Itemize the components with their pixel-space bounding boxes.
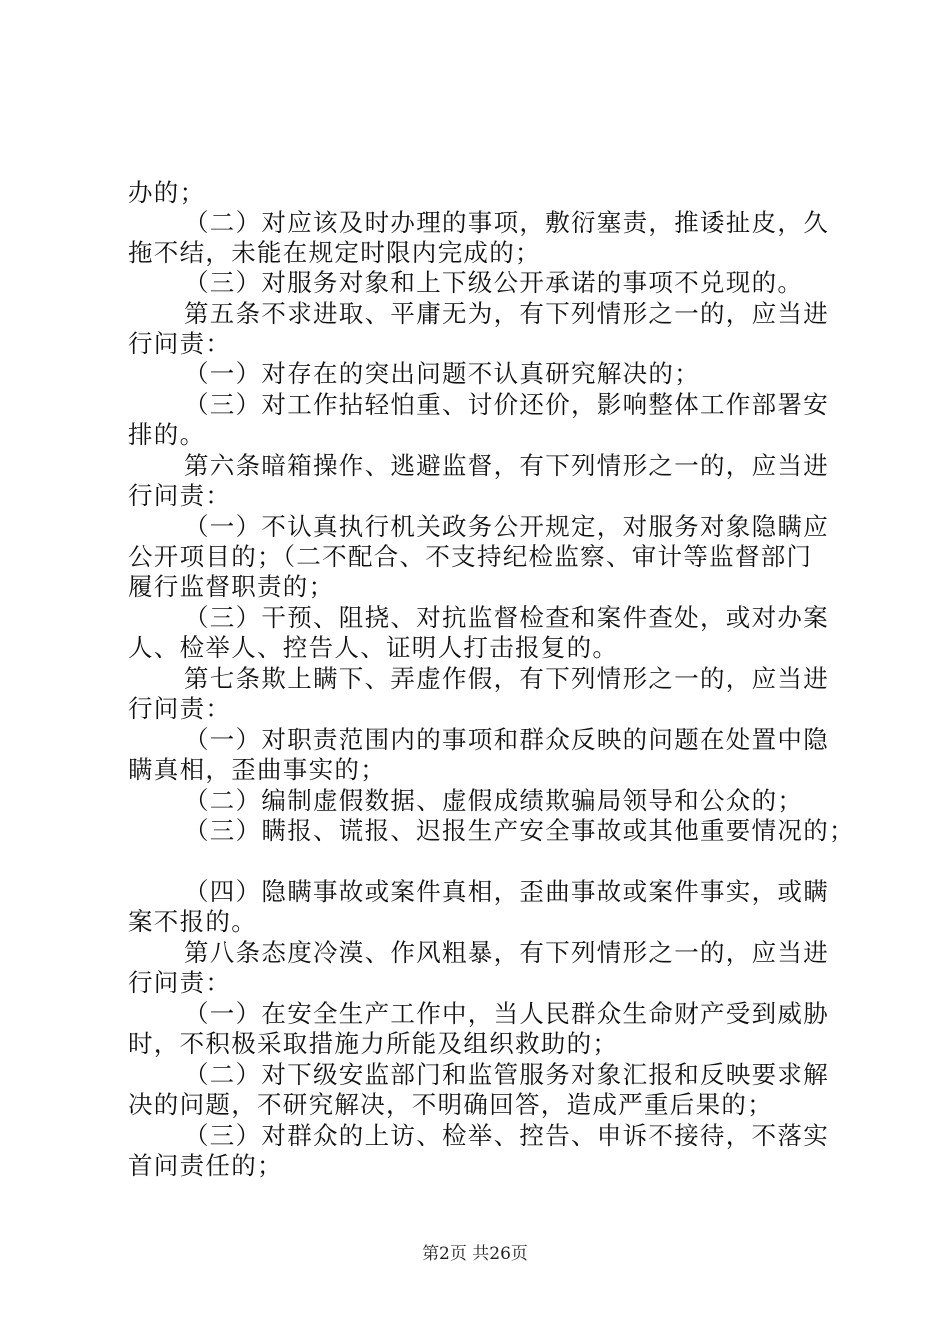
text-line: 行问责： <box>128 694 232 723</box>
text-line: 第七条欺上瞒下、弄虚作假，有下列情形之一的，应当进 <box>184 664 829 693</box>
text-line: 拖不结，未能在规定时限内完成的； <box>128 238 541 267</box>
text-line: （三）对服务对象和上下级公开承诺的事项不兑现的。 <box>184 268 804 297</box>
text-line: 第六条暗箱操作、逃避监督，有下列情形之一的，应当进 <box>184 451 829 480</box>
text-line: 行问责： <box>128 968 232 997</box>
text-line: （三）干预、阻挠、对抗监督检查和案件查处，或对办案 <box>184 603 829 632</box>
text-line: （一）对存在的突出问题不认真研究解决的； <box>184 359 700 388</box>
text-line: （一）对职责范围内的事项和群众反映的问题在处置中隐 <box>184 725 829 754</box>
text-line: 排的。 <box>128 420 206 449</box>
text-line: 履行监督职责的； <box>128 572 335 601</box>
text-line: 决的问题，不研究解决，不明确回答，造成严重后果的； <box>128 1090 773 1119</box>
text-line: 时，不积极采取措施力所能及组织救助的； <box>128 1029 619 1058</box>
text-line: （一）不认真执行机关政务公开规定，对服务对象隐瞒应 <box>184 512 829 541</box>
page-number-footer: 第2页 共26页 <box>422 1244 528 1264</box>
text-line: （三）瞒报、谎报、迟报生产安全事故或其他重要情况的； <box>184 816 855 845</box>
text-line: 人、检举人、控告人、证明人打击报复的。 <box>128 633 619 662</box>
text-line: （二）对应该及时办理的事项，敷衍塞责，推诿扯皮，久 <box>184 208 829 237</box>
text-line: （二）对下级安监部门和监管服务对象汇报和反映要求解 <box>184 1060 829 1089</box>
text-line: 行问责： <box>128 481 232 510</box>
text-line: 行问责： <box>128 329 232 358</box>
text-line: （一）在安全生产工作中，当人民群众生命财产受到威胁 <box>184 999 829 1028</box>
text-line: 首问责任的； <box>128 1151 283 1180</box>
text-line: 案不报的。 <box>128 907 257 936</box>
text-line: 公开项目的；（二不配合、不支持纪检监察、审计等监督部门 <box>128 542 813 571</box>
text-line: 第八条态度冷漠、作风粗暴，有下列情形之一的，应当进 <box>184 938 829 967</box>
text-line: 办的； <box>128 178 206 207</box>
text-line: （三）对工作拈轻怕重、讨价还价，影响整体工作部署安 <box>184 390 829 419</box>
text-line: （四）隐瞒事故或案件真相，歪曲事故或案件事实，或瞒 <box>184 877 829 906</box>
text-line: 瞒真相，歪曲事实的； <box>128 755 386 784</box>
text-line: 第五条不求进取、平庸无为，有下列情形之一的，应当进 <box>184 299 829 328</box>
text-line: （三）对群众的上访、检举、控告、申诉不接待，不落实 <box>184 1121 829 1150</box>
text-line: （二）编制虚假数据、虚假成绩欺骗局领导和公众的； <box>184 786 804 815</box>
